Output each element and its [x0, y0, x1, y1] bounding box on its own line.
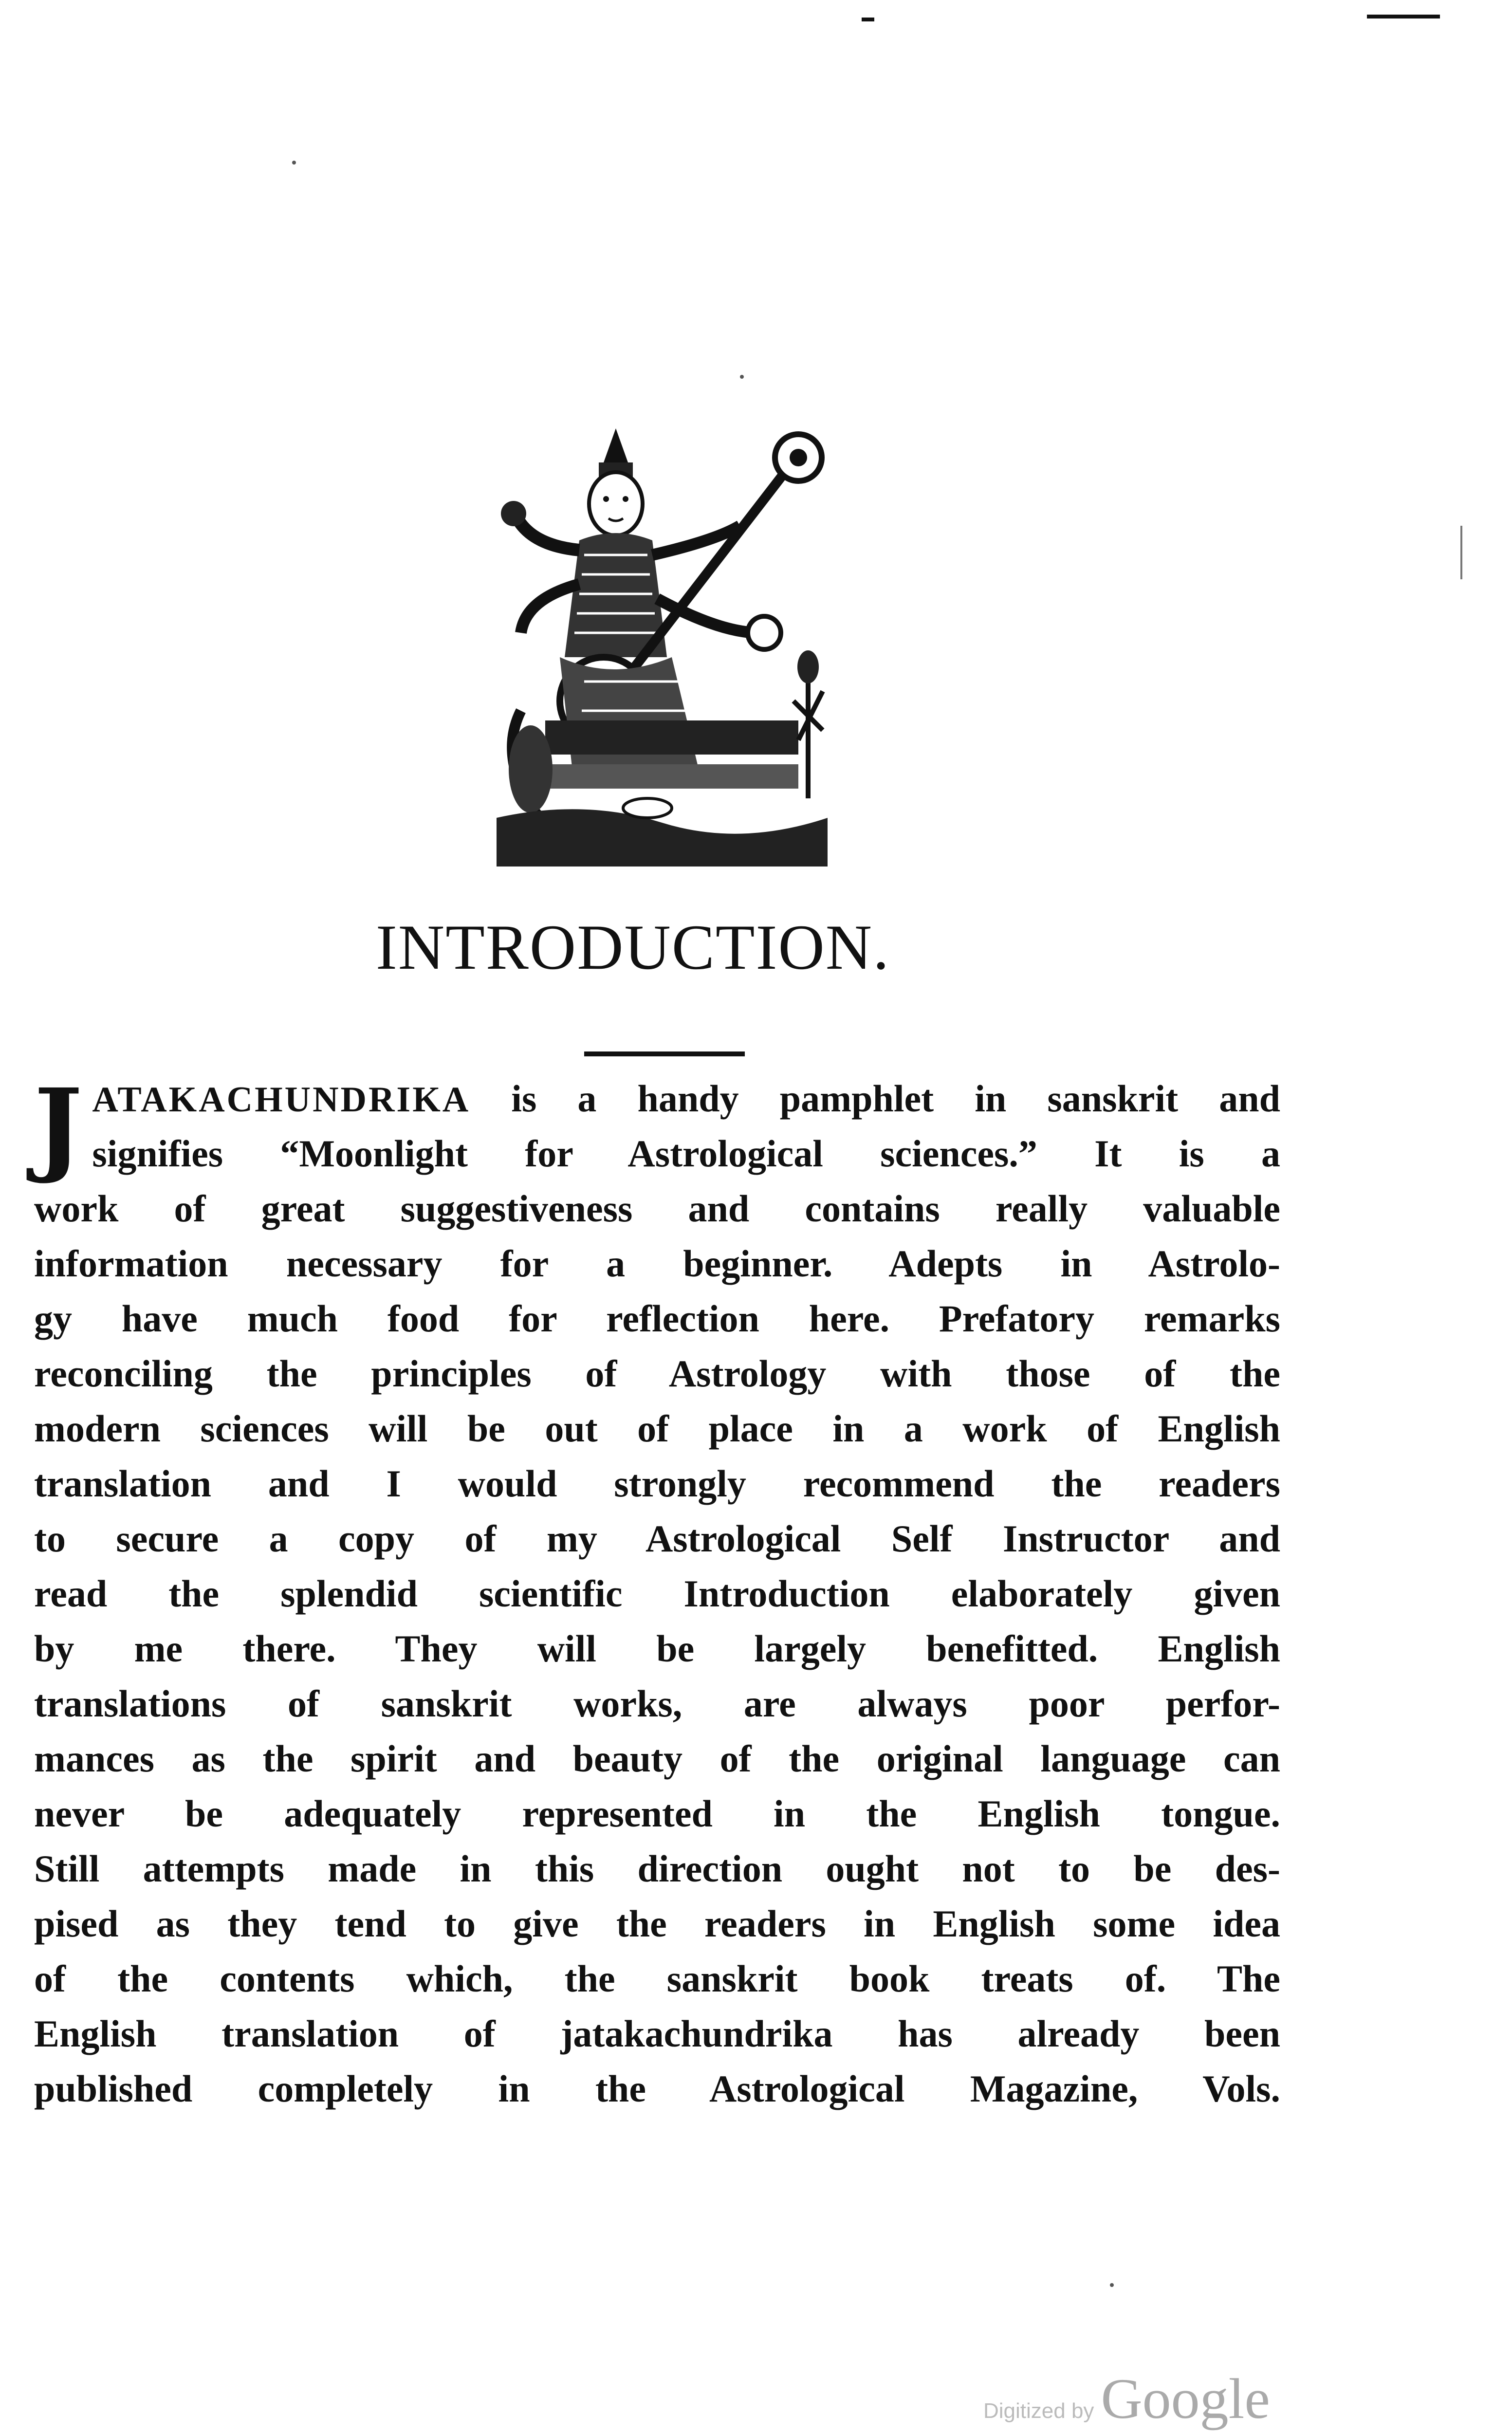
body-line: Still attempts made in this direction ought not to be des-: [34, 1847, 1280, 1890]
lead-small-caps: ATAKACHUNDRIKA: [92, 1080, 471, 1120]
digitized-by-google-watermark: [983, 2366, 1270, 2432]
body-line: never be adequately represented in the English tongue.: [34, 1792, 1280, 1835]
scan-speck: [740, 375, 744, 379]
scan-speck: [1110, 2283, 1114, 2287]
body-line: published completely in the Astrological Magazine, Vols.: [34, 2067, 1280, 2110]
body-line: of the contents which, the sanskrit book treats of. The: [34, 1957, 1280, 2000]
body-line: pised as they tend to give the readers in English some idea: [34, 1902, 1280, 1945]
scan-speck: [1460, 526, 1462, 579]
watermark-prefix: Digitized by: [983, 2399, 1094, 2423]
page-title: INTRODUCTION.: [375, 911, 890, 983]
body-line: by me there. They will be largely benefitted. English: [34, 1627, 1280, 1670]
body-line: signifies “Moonlight for Astrological sciences.” It is a: [92, 1132, 1280, 1175]
body-line-text: is a handy pamphlet in sanskrit and: [470, 1077, 1280, 1120]
google-logo-icon: Google: [1101, 2367, 1270, 2431]
title-divider: [584, 1051, 745, 1056]
body-line: English translation of jatakachundrika has already been: [34, 2012, 1280, 2055]
body-line: modern sciences will be out of place in a work of English: [34, 1407, 1280, 1450]
body-line: mances as the spirit and beauty of the original language can: [34, 1737, 1280, 1780]
body-line: information necessary for a beginner. Adepts in Astrolo-: [34, 1242, 1280, 1285]
body-line: [34, 1071, 1280, 1126]
goddess-saraswati-veena-woodcut-icon: [487, 428, 837, 867]
body-line: reconciling the principles of Astrology with those of the: [34, 1352, 1280, 1395]
body-line: translation and I would strongly recommend the readers: [34, 1462, 1280, 1505]
drop-cap: J: [34, 1066, 83, 1186]
scan-mark-top-right: [1367, 15, 1440, 18]
introduction-body: [34, 1066, 1280, 2116]
scan-mark-top-left: [862, 18, 874, 21]
body-line: gy have much food for reflection here. Prefatory remarks: [34, 1297, 1280, 1340]
scan-speck: [292, 161, 296, 165]
body-line: translations of sanskrit works, are always poor perfor-: [34, 1682, 1280, 1725]
body-line: read the splendid scientific Introduction elaborately given: [34, 1572, 1280, 1615]
body-line: to secure a copy of my Astrological Self Instructor and: [34, 1517, 1280, 1560]
body-line: work of great suggestiveness and contains really valuable: [34, 1187, 1280, 1230]
